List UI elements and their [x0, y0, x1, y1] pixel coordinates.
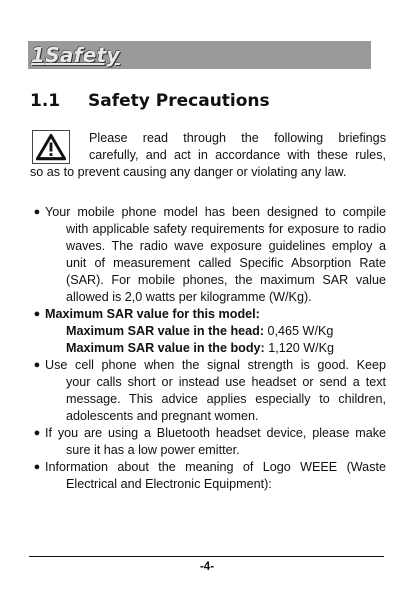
list-item-continuation: your calls short or instead use headset or send a text message. This advice applies especially to children, adolescents and pregnant women. — [66, 375, 386, 423]
intro-line-2: carefully, and act in accordance with these rules, — [89, 148, 386, 162]
list-item-first-line: Your mobile phone model has been designed to compile — [45, 205, 386, 219]
safety-bullet-list — [30, 204, 386, 493]
list-item-continuation: Electrical and Electronic Equipment): — [66, 477, 272, 491]
list-item-signal — [30, 357, 386, 425]
page-number: -4- — [199, 561, 215, 573]
max-sar-body-line — [30, 340, 386, 357]
list-item-weee — [30, 459, 386, 493]
list-item-bluetooth — [30, 425, 386, 459]
max-sar-body-value: 1,120 W/Kg — [264, 341, 335, 355]
bullet-dot-icon: ● — [33, 427, 41, 439]
intro-line-1: Please read through the following briefings — [89, 131, 386, 145]
bullet-dot-icon: ● — [33, 308, 41, 320]
max-sar-head-label: Maximum SAR value in the head: — [66, 324, 265, 338]
warning-triangle-icon — [32, 130, 70, 164]
section-heading — [30, 91, 270, 111]
chapter-header-bar — [28, 41, 371, 69]
list-item-continuation: sure it has a low power emitter. — [66, 443, 240, 457]
list-item-max-sar — [30, 306, 386, 323]
intro-line-3: so as to prevent causing any danger or violating any law. — [30, 165, 347, 179]
max-sar-head-value: 0,465 W/Kg — [264, 324, 334, 338]
bullet-dot-icon: ● — [33, 461, 41, 473]
list-item-continuation: with applicable safety requirements for exposure to radio waves. The radio wave exposure guidelines employ a unit of measurement called Specific Absorption Rate (SAR). For mobile phones, the maximum SAR value allowed is 2,0 watts per kilogramme (W/Kg). — [66, 222, 386, 304]
list-item-first-line: Information about the meaning of Logo WEEE (Waste — [45, 460, 386, 474]
max-sar-title: Maximum SAR value for this model: — [45, 307, 260, 321]
section-number: 1.1 — [30, 91, 61, 111]
bullet-dot-icon: ● — [33, 359, 41, 371]
chapter-title: 1Safety — [31, 43, 120, 67]
max-sar-head-line — [30, 323, 386, 340]
section-title: Safety Precautions — [88, 91, 270, 111]
footer-divider — [29, 556, 384, 557]
list-item-first-line: Use cell phone when the signal strength is good. Keep — [45, 358, 386, 372]
list-item-first-line: If you are using a Bluetooth headset device, please make — [45, 426, 386, 440]
list-item-sar-design — [30, 204, 386, 306]
max-sar-body-label: Maximum SAR value in the body: — [66, 341, 265, 355]
bullet-dot-icon: ● — [33, 206, 41, 218]
